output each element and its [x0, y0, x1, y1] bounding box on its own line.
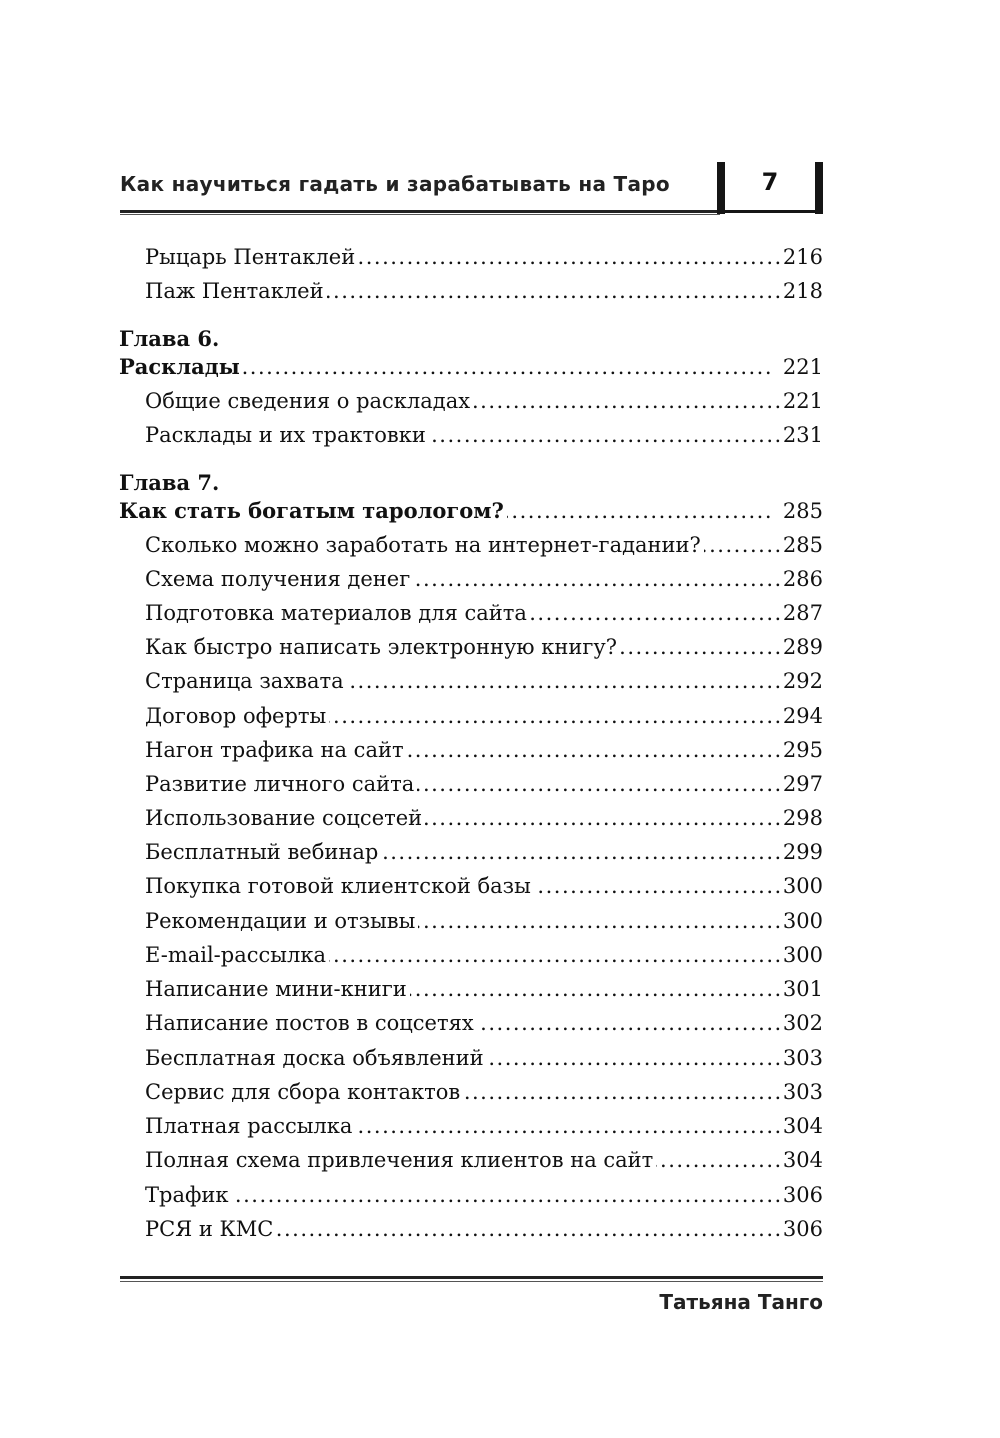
toc-entry-label: Бесплатная доска объявлений: [145, 1042, 487, 1074]
toc-entry-page: 294: [782, 704, 823, 728]
toc-entry-page: 289: [782, 635, 823, 659]
toc-entry[interactable]: [0, 597, 1000, 629]
toc-entry-page: 303: [782, 1046, 823, 1070]
toc-entry-label: Рекомендации и отзывы: [145, 905, 418, 937]
toc-entry-page: 300: [782, 874, 823, 898]
footer-rule: [120, 1276, 823, 1279]
toc-entry-page: 298: [782, 806, 823, 830]
toc-entry[interactable]: [0, 1110, 1000, 1142]
running-footer-author: Татьяна Танго: [659, 1290, 823, 1314]
toc-entry[interactable]: [0, 1144, 1000, 1176]
running-header-title: Как научиться гадать и зарабатывать на Таро: [120, 172, 670, 196]
toc-entry[interactable]: [0, 631, 1000, 663]
toc-entry-page: 285: [782, 533, 823, 557]
toc-chapter-entry[interactable]: [0, 351, 1000, 383]
toc-entry[interactable]: [0, 836, 1000, 868]
toc-entry-label: Платная рассылка: [145, 1110, 355, 1142]
toc-entry-page: 295: [782, 738, 823, 762]
toc-entry[interactable]: [0, 1076, 1000, 1108]
toc-entry-page: 292: [782, 669, 823, 693]
toc-entry-page: 304: [782, 1114, 823, 1138]
toc-entry-label: Паж Пентаклей: [145, 275, 327, 307]
toc-entry[interactable]: [0, 734, 1000, 766]
toc-entry[interactable]: [0, 905, 1000, 937]
toc-entry-label: Схема получения денег: [145, 563, 413, 595]
toc-entry-label: Подготовка материалов для сайта: [145, 597, 530, 629]
toc-entry-page: 303: [782, 1080, 823, 1104]
toc-entry[interactable]: [0, 563, 1000, 595]
toc-entry-page: 299: [782, 840, 823, 864]
toc-entry[interactable]: [0, 385, 1000, 417]
toc-entry[interactable]: [0, 665, 1000, 697]
toc-entry[interactable]: [0, 1213, 1000, 1245]
toc-entry-page: 306: [782, 1183, 823, 1207]
toc-entry[interactable]: [0, 870, 1000, 902]
page-number: 7: [761, 168, 779, 196]
toc-entry[interactable]: [0, 973, 1000, 1005]
toc-entry-page: 300: [782, 909, 823, 933]
toc-entry-page: 221: [782, 389, 823, 413]
footer-rule-thin: [120, 1281, 823, 1282]
toc-entry[interactable]: [0, 700, 1000, 732]
leader-dots: [145, 1179, 780, 1211]
toc-entry-label: Как быстро написать электронную книгу?: [145, 631, 620, 663]
toc-entry-label: Договор оферты: [145, 700, 329, 732]
toc-entry-page: 297: [782, 772, 823, 796]
toc-entry-page: 306: [782, 1217, 823, 1241]
toc-entry[interactable]: [0, 1042, 1000, 1074]
toc-entry-label: Расклады и их трактовки: [145, 419, 429, 451]
toc-entry[interactable]: [0, 939, 1000, 971]
toc-entry[interactable]: [0, 419, 1000, 451]
toc-entry-page: 302: [782, 1011, 823, 1035]
toc-entry[interactable]: [0, 1007, 1000, 1039]
toc-entry-page: 218: [782, 279, 823, 303]
chapter-title: Расклады: [119, 351, 243, 383]
toc-entry-label: Использование соцсетей: [145, 802, 425, 834]
toc-entry-label: Нагон трафика на сайт: [145, 734, 407, 766]
chapter-title: Как стать богатым тарологом?: [119, 495, 507, 527]
toc-entry-label: Написание мини-книги: [145, 973, 410, 1005]
toc-entry-page: 300: [782, 943, 823, 967]
toc-entry-label: E-mail-рассылка: [145, 939, 329, 971]
toc-entry-label: РСЯ и КМС: [145, 1213, 276, 1245]
chapter-heading: Глава 7.: [119, 470, 220, 495]
toc-entry[interactable]: [0, 768, 1000, 800]
toc-entry-label: Сколько можно заработать на интернет-гадании?: [145, 529, 704, 561]
toc-entry-label: Полная схема привлечения клиентов на сайт: [145, 1144, 656, 1176]
toc-entry-label: Бесплатный вебинар: [145, 836, 381, 868]
toc-entry-page: 304: [782, 1148, 823, 1172]
toc-entry[interactable]: [0, 529, 1000, 561]
toc-entry[interactable]: [0, 241, 1000, 273]
toc-entry-page: 216: [782, 245, 823, 269]
chapter-page: 285: [782, 499, 823, 523]
toc-entry-label: Покупка готовой клиентской базы: [145, 870, 534, 902]
toc-chapter-entry[interactable]: [0, 495, 1000, 527]
toc-entry[interactable]: [0, 802, 1000, 834]
toc-entry-page: 286: [782, 567, 823, 591]
toc-entry-label: Сервис для сбора контактов: [145, 1076, 463, 1108]
chapter-heading: Глава 6.: [119, 326, 220, 351]
toc-entry-label: Развитие личного сайта: [145, 768, 417, 800]
toc-entry[interactable]: [0, 1179, 1000, 1211]
toc-entry[interactable]: [0, 275, 1000, 307]
toc-entry-label: Написание постов в соцсетях: [145, 1007, 477, 1039]
toc-entry-label: Рыцарь Пентаклей: [145, 241, 358, 273]
chapter-page: 221: [782, 355, 823, 379]
toc-entry-label: Трафик: [145, 1179, 232, 1211]
toc-entry-page: 231: [782, 423, 823, 447]
toc-entry-page: 301: [782, 977, 823, 1001]
toc-entry-label: Общие сведения о раскладах: [145, 385, 473, 417]
toc-entry-page: 287: [782, 601, 823, 625]
toc-entry-label: Страница захвата: [145, 665, 347, 697]
